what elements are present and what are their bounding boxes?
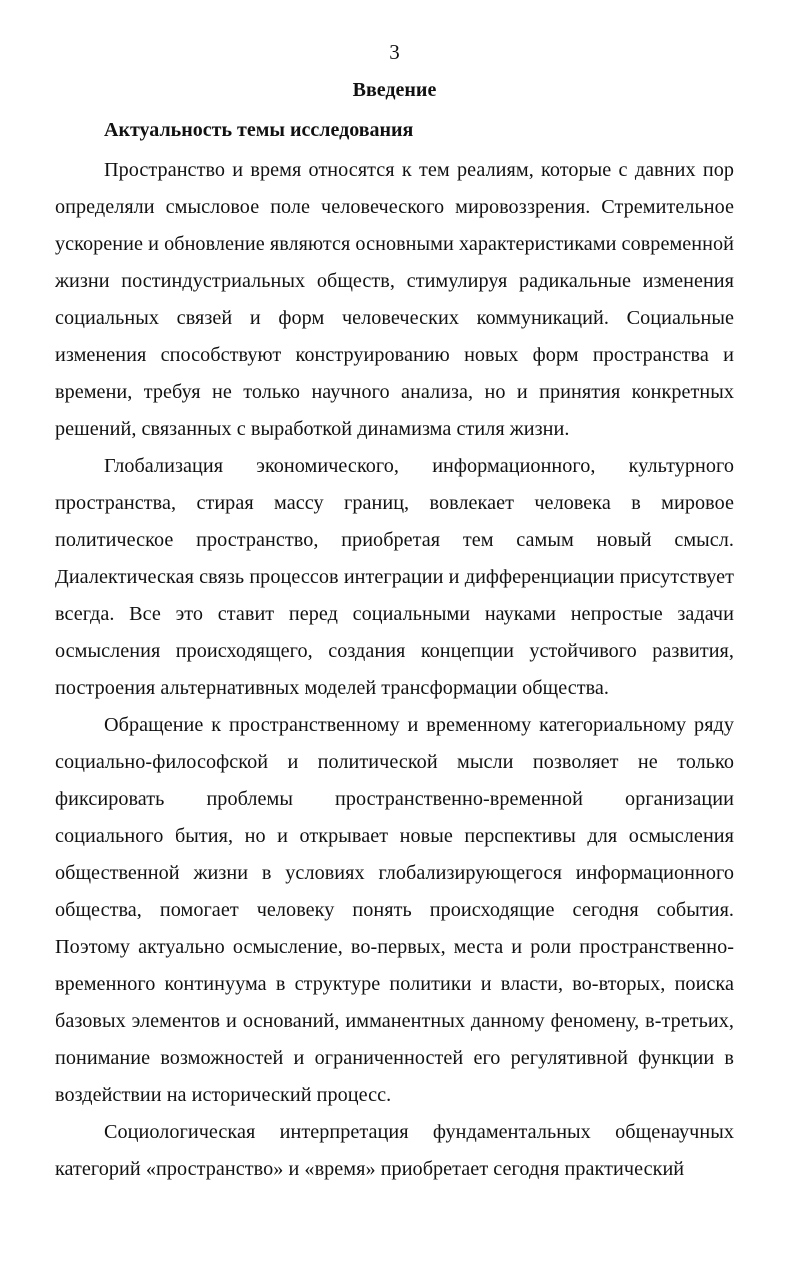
document-page	[55, 38, 734, 1188]
paragraph-4: Социологическая интерпретация фундаментальных общенаучных категорий «пространство» и «время» приобретает сегодня практический	[55, 1121, 734, 1180]
section-title: Введение	[352, 79, 437, 101]
section-subtitle: Актуальность темы исследования	[104, 119, 414, 141]
paragraph-2: Глобализация экономического, информационного, культурного пространства, стирая массу границ, вовлекает человека в мировое политическое пространство, приобретая тем самым новый смысл. Диалектическая связь процессов интеграции и дифференциации присутствует всегда. Все это ставит перед социальными науками непростые задачи осмысления происходящего, создания концепции устойчивого развития, построения альтернативных моделей трансформации общества.	[55, 455, 734, 699]
paragraph-3: Обращение к пространственному и временному категориальному ряду социально-философской и политической мысли позволяет не только фиксировать проблемы пространственно-временной организации социального бытия, но и открывает новые перспективы для осмысления общественной жизни в условиях глобализирующегося информационного общества, помогает человеку понять происходящие сегодня события. Поэтому актуально осмысление, во-первых, места и роли пространственно-временного континуума в структуре политики и власти, во-вторых, поиска базовых элементов и оснований, имманентных данному феномену, в-третьих, понимание возможностей и ограниченностей его регулятивной функции в воздействии на исторический процесс.	[55, 714, 734, 1106]
page-number: 3	[389, 40, 400, 64]
paragraph-1: Пространство и время относятся к тем реалиям, которые с давних пор определяли смысловое поле человеческого мировоззрения. Стремительное ускорение и обновление являются основными характеристиками современной жизни постиндустриальных обществ, стимулируя радикальные изменения социальных связей и форм человеческих коммуникаций. Социальные изменения способствуют конструированию новых форм пространства и времени, требуя не только научного анализа, но и принятия конкретных решений, связанных с выработкой динамизма стиля жизни.	[55, 159, 734, 440]
